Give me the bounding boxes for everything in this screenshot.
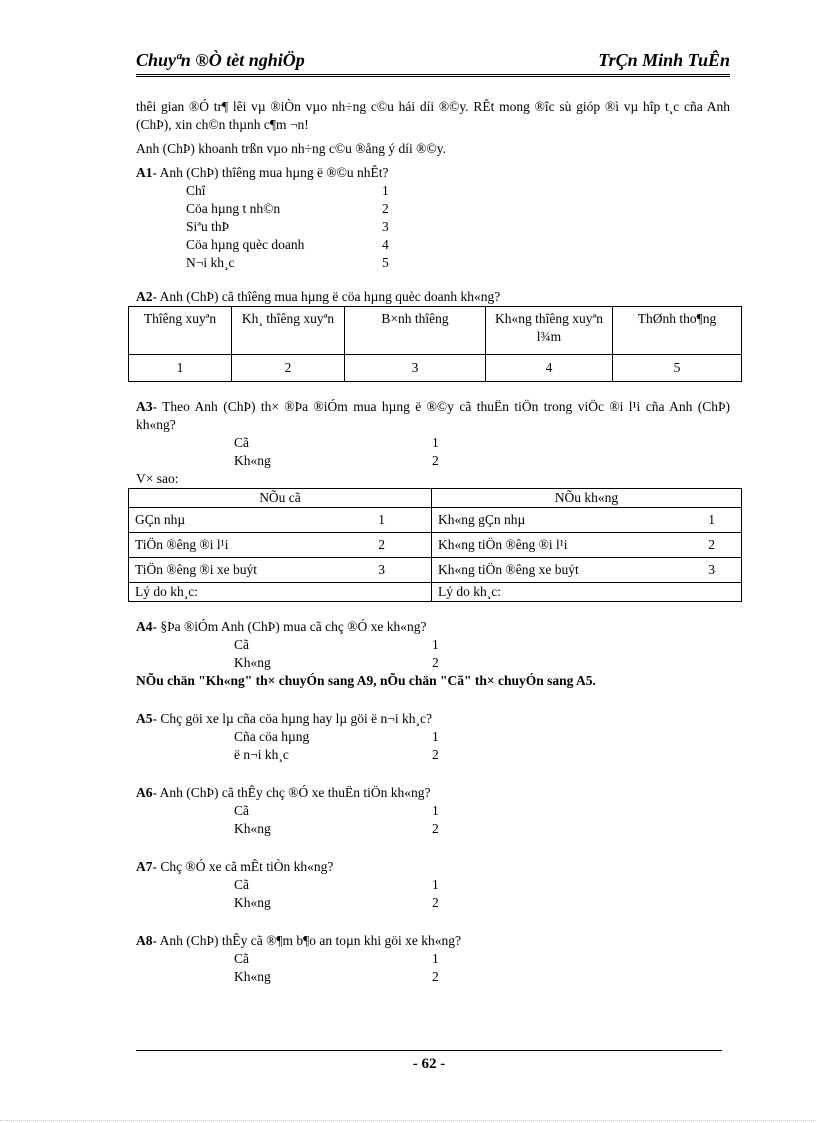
option-row bbox=[136, 950, 730, 968]
yes-reason-cell bbox=[129, 533, 432, 558]
question-code: A6 bbox=[136, 785, 153, 800]
reason-label: TiÖn ®êng ®i xe buýt bbox=[135, 562, 258, 577]
intro-instruction: Anh (ChÞ) khoanh trßn vµo nh÷ng c©u ®ång ý díi ®©y. bbox=[136, 141, 446, 156]
code-cell: 3 bbox=[345, 355, 486, 382]
question-a7 bbox=[136, 858, 730, 876]
reason-label: Lý do kh¸c: bbox=[438, 584, 501, 599]
option-row bbox=[136, 654, 730, 672]
reason-label: Kh«ng tiÖn ®êng xe buýt bbox=[438, 562, 579, 577]
no-reason-cell bbox=[432, 533, 742, 558]
question-text: - Chç göi xe lµ cña cöa hµng hay lµ göi ë n¬i kh¸c? bbox=[152, 711, 432, 726]
option-row bbox=[136, 876, 730, 894]
reason-code: 2 bbox=[708, 537, 715, 552]
no-header: NÕu kh«ng bbox=[432, 489, 742, 508]
option-code: 1 bbox=[432, 951, 439, 966]
question-text: - Anh (ChÞ) thÊy cã ®¶m b¶o an toµn khi göi xe kh«ng? bbox=[152, 933, 461, 948]
reason-label: Kh«ng gÇn nhµ bbox=[438, 512, 526, 527]
code-cell: 1 bbox=[129, 355, 232, 382]
a6-options bbox=[136, 802, 730, 838]
option-label: Cã bbox=[234, 803, 249, 818]
footer-divider bbox=[136, 1050, 722, 1051]
question-text: - Chç ®Ó xe cã mÊt tiÒn kh«ng? bbox=[152, 859, 334, 874]
question-text: - §Þa ®iÓm Anh (ChÞ) mua cã chç ®Ó xe kh«ng? bbox=[152, 619, 427, 634]
option-row bbox=[136, 802, 730, 820]
column-header: ThØnh tho¶ng bbox=[613, 307, 742, 355]
question-code: A7 bbox=[136, 859, 153, 874]
option-label: N¬i kh¸c bbox=[186, 255, 235, 270]
option-row bbox=[136, 820, 730, 838]
a4-options bbox=[136, 636, 730, 672]
option-row bbox=[136, 236, 730, 254]
option-row bbox=[136, 968, 730, 986]
option-label: Kh«ng bbox=[234, 969, 271, 984]
option-code: 2 bbox=[432, 655, 439, 670]
yes-header: NÕu cã bbox=[129, 489, 432, 508]
header-author: TrÇn Minh TuÊn bbox=[598, 50, 730, 70]
option-label: ë n¬i kh¸c bbox=[234, 747, 289, 762]
skip-instruction: NÕu chän "Kh«ng" th× chuyÓn sang A9, nÕu chän "Cã" th× chuyÓn sang A5. bbox=[136, 673, 596, 688]
question-text: - Anh (ChÞ) cã thîêng mua hµng ë cöa hµng quèc doanh kh«ng? bbox=[152, 289, 501, 304]
option-code: 1 bbox=[432, 435, 439, 450]
question-code: A8 bbox=[136, 933, 153, 948]
option-label: Kh«ng bbox=[234, 655, 271, 670]
column-header: Thîêng xuyªn bbox=[129, 307, 232, 355]
a1-options bbox=[136, 182, 730, 272]
question-a2 bbox=[136, 288, 730, 306]
header-title: Chuyªn ®Ò tèt nghiÖp bbox=[136, 50, 305, 70]
question-text: - Anh (ChÞ) thîêng mua hµng ë ®©u nhÊt? bbox=[152, 165, 389, 180]
option-row bbox=[136, 894, 730, 912]
reason-label: Lý do kh¸c: bbox=[135, 584, 198, 599]
option-code: 3 bbox=[382, 219, 389, 234]
reason-label: TiÖn ®êng ®i l¹i bbox=[135, 537, 229, 552]
reason-code: 3 bbox=[708, 562, 715, 577]
yes-reason-cell bbox=[129, 558, 432, 583]
why-label: V× sao: bbox=[136, 471, 179, 486]
question-a5 bbox=[136, 710, 730, 728]
option-row bbox=[136, 200, 730, 218]
option-label: Cã bbox=[234, 877, 249, 892]
question-a6 bbox=[136, 784, 730, 802]
option-row bbox=[136, 636, 730, 654]
no-reason-cell bbox=[432, 583, 742, 602]
option-row bbox=[136, 452, 730, 470]
option-code: 2 bbox=[432, 453, 439, 468]
reason-code: 1 bbox=[708, 512, 715, 527]
no-reason-cell bbox=[432, 558, 742, 583]
option-row bbox=[136, 254, 730, 272]
yes-reason-cell bbox=[129, 508, 432, 533]
question-a4 bbox=[136, 618, 730, 636]
option-label: Cã bbox=[234, 435, 249, 450]
option-label: Cña cöa hµng bbox=[234, 729, 310, 744]
question-text: - Anh (ChÞ) cã thÊy chç ®Ó xe thuËn tiÖn kh«ng? bbox=[152, 785, 431, 800]
option-code: 2 bbox=[432, 969, 439, 984]
option-code: 2 bbox=[432, 821, 439, 836]
yes-reason-cell bbox=[129, 583, 432, 602]
option-label: Cöa hµng quèc doanh bbox=[186, 237, 305, 252]
option-code: 1 bbox=[382, 183, 389, 198]
option-label: Cöa hµng t nh©n bbox=[186, 201, 281, 216]
question-code: A1 bbox=[136, 165, 153, 180]
question-a8 bbox=[136, 932, 730, 950]
question-a1 bbox=[136, 164, 730, 182]
reason-code: 2 bbox=[378, 537, 385, 552]
question-code: A2 bbox=[136, 289, 153, 304]
option-label: Siªu thÞ bbox=[186, 219, 230, 234]
option-label: Cã bbox=[234, 951, 249, 966]
reason-label: GÇn nhµ bbox=[135, 512, 186, 527]
code-cell: 5 bbox=[613, 355, 742, 382]
document-body bbox=[136, 98, 730, 986]
reason-label: Kh«ng tiÖn ®êng ®i l¹i bbox=[438, 537, 568, 552]
option-code: 1 bbox=[432, 877, 439, 892]
option-label: Kh«ng bbox=[234, 821, 271, 836]
option-code: 4 bbox=[382, 237, 389, 252]
column-header: Kh«ng thîêng xuyªn l¾m bbox=[486, 307, 613, 355]
intro-paragraph: thêi gian ®Ó tr¶ lêi vµ ®iÒn vµo nh÷ng c©u hái díi ®©y. RÊt mong ®îc sù gióp ®ì vµ hîp t¸c cña Anh (ChÞ), xin ch©n thµnh c¶m ¬n! bbox=[136, 99, 730, 132]
option-code: 5 bbox=[382, 255, 389, 270]
option-row bbox=[136, 434, 730, 452]
option-code: 2 bbox=[432, 747, 439, 762]
page-edge-divider bbox=[0, 1120, 816, 1121]
reason-code: 3 bbox=[378, 562, 385, 577]
code-cell: 2 bbox=[232, 355, 345, 382]
frequency-table bbox=[128, 306, 742, 382]
option-label: Kh«ng bbox=[234, 453, 271, 468]
page-header bbox=[136, 48, 730, 77]
reason-code: 1 bbox=[378, 512, 385, 527]
a3-options bbox=[136, 434, 730, 470]
option-code: 1 bbox=[432, 803, 439, 818]
reason-table bbox=[128, 488, 742, 602]
question-code: A5 bbox=[136, 711, 153, 726]
option-code: 2 bbox=[432, 895, 439, 910]
column-header: Kh¸ thîêng xuyªn bbox=[232, 307, 345, 355]
a5-options bbox=[136, 728, 730, 764]
option-code: 1 bbox=[432, 637, 439, 652]
question-code: A4 bbox=[136, 619, 153, 634]
option-row bbox=[136, 728, 730, 746]
option-code: 2 bbox=[382, 201, 389, 216]
code-cell: 4 bbox=[486, 355, 613, 382]
question-a3 bbox=[136, 398, 730, 434]
option-row bbox=[136, 218, 730, 236]
page-number: - 62 - bbox=[412, 1056, 446, 1072]
option-row bbox=[136, 746, 730, 764]
option-label: Chî bbox=[186, 183, 206, 198]
a7-options bbox=[136, 876, 730, 912]
question-code: A3 bbox=[136, 399, 153, 414]
option-code: 1 bbox=[432, 729, 439, 744]
a8-options bbox=[136, 950, 730, 986]
option-label: Cã bbox=[234, 637, 249, 652]
question-text: - Theo Anh (ChÞ) th× ®Þa ®iÓm mua hµng ë ®©y cã thuËn tiÖn trong viÖc ®i l¹i cña Anh (ChÞ) kh«ng? bbox=[136, 399, 730, 432]
column-header: B×nh thîêng bbox=[345, 307, 486, 355]
option-label: Kh«ng bbox=[234, 895, 271, 910]
no-reason-cell bbox=[432, 508, 742, 533]
option-row bbox=[136, 182, 730, 200]
